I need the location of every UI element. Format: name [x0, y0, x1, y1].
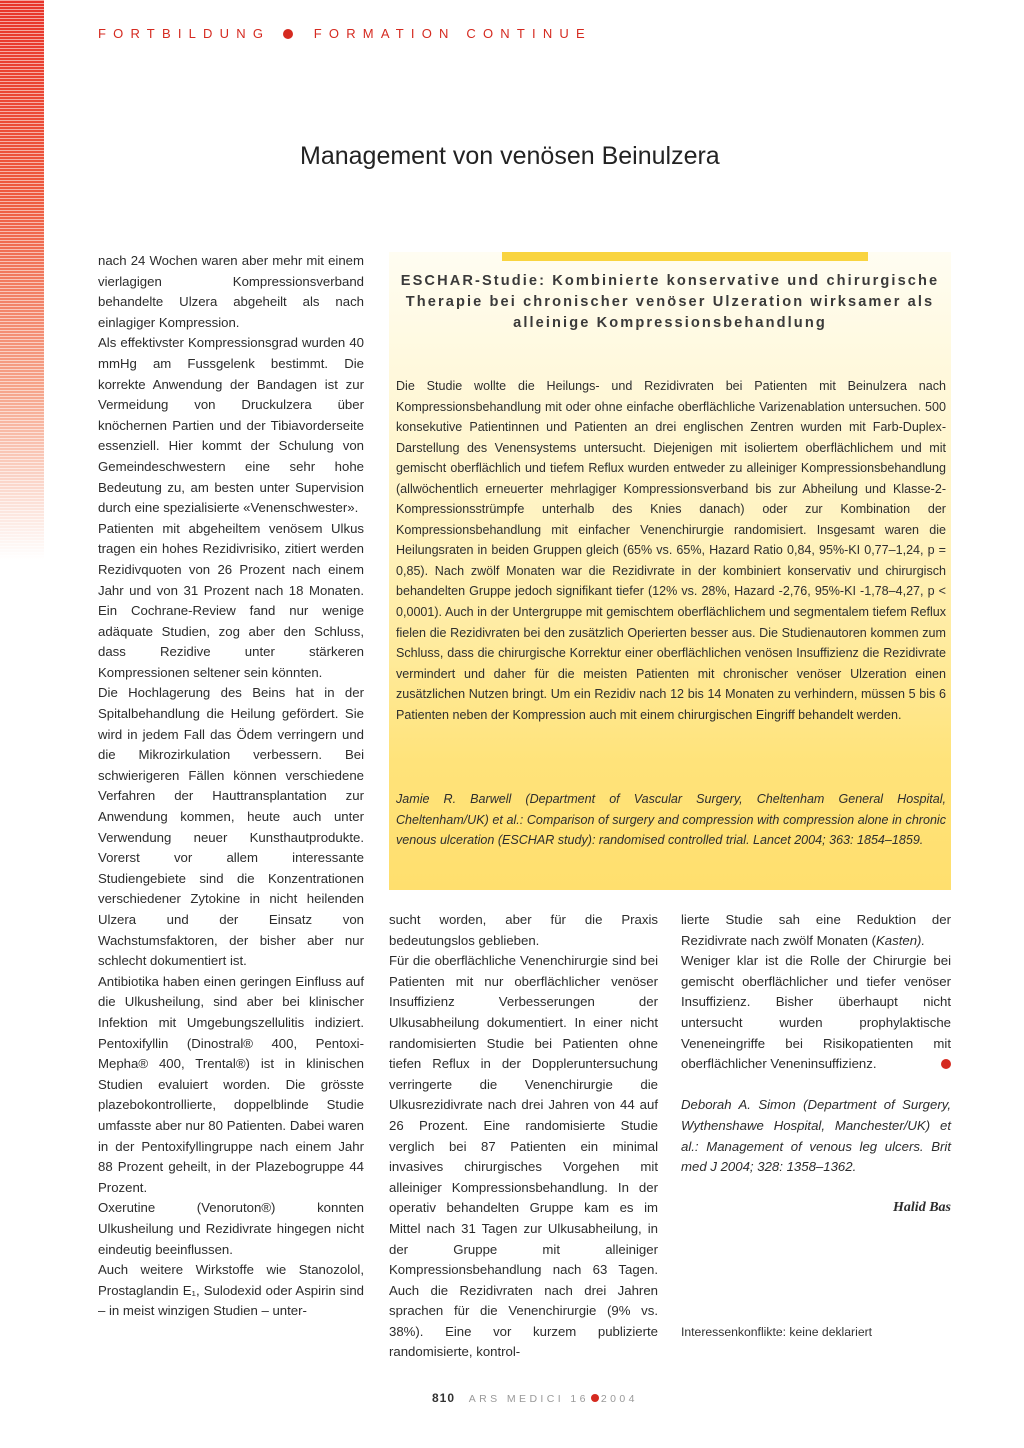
page-number: 810 [432, 1391, 456, 1405]
header-right-label: FORMATION CONTINUE [313, 26, 592, 41]
paragraph: Antibiotika haben einen geringen Einfluss auf die Ulkusheilung, sind aber bei klinischer Infektion mit Umgebungszellulitis indiziert. Pentoxifyllin (Dinostral® 400, Pentoxi-Mepha® 400, Trental®) ist in klinischen Studien evaluiert worden. Die grösste plazebokontrollierte, doppelblinde Studie umfasste aber nur 80 Patienten. Dabei waren in der Pentoxifyllingruppe nach einem Jahr 88 Prozent geheilt, in der Plazebogruppe 44 Prozent. [98, 973, 364, 1195]
header-left-label: FORTBILDUNG [98, 26, 271, 41]
paragraph: Oxerutine (Venoruton®) konnten Ulkusheilung und Rezidivrate hingegen nicht eindeutig beeinflussen. [98, 1200, 364, 1257]
text-column-3 [681, 910, 951, 1219]
box-top-bar [502, 252, 868, 261]
article-reference: Deborah A. Simon (Department of Surgery, Wythenshawe Hospital, Manchester/UK) et al.: Management of venous leg ulcers. Brit med J 2004; 328: 1358–1362. [681, 1097, 951, 1175]
paragraph: Auch weitere Wirkstoffe wie Stanozolol, Prostaglandin E₁, Sulodexid oder Aspirin sind – in meist winzigen Studien – unter- [98, 1262, 364, 1319]
box-reference-link: Kasten). [875, 932, 926, 948]
spacer [681, 1178, 951, 1199]
journal-year: 2004 [600, 1393, 638, 1405]
box-title: ESCHAR-Studie: Kombinierte konservative und chirurgische Therapie bei chronischer venöser Ulzeration wirksamer als alleinige Kompressionsbehandlung [400, 273, 940, 331]
paragraph: Als effektivster Kompressionsgrad wurden 40 mmHg am Fussgelenk bestimmt. Die korrekte Anwendung der Bandagen ist zur Vermeidung von Druckulzera über knöchernen Partien und der Tibiavorderseite essenziell. Hier kommt der Schulung von Gemeindeschwestern eine sehr hohe Bedeutung zu, am besten unter Supervision durch eine spezialisierte «Venenschwester». [98, 335, 364, 516]
journal-name: ARS MEDICI 16 [468, 1393, 589, 1405]
box-body: Die Studie wollte die Heilungs- und Rezidivraten bei Patienten mit Beinulzera nach Kompressionsbehandlung mit oder ohne einfache oberflächliche Varizenablation untersuchen. 500 konsekutive Patientinnen und Patienten an drei englischen Zentren wurden mit Farb-Duplex-Darstellung des Venensystems untersucht. Diejenigen mit isoliertem oberflächlichem und mit gemischt oberflächlich und tiefem Reflux wurden entweder zu alleiniger Kompressionsbehandlung (allwöchentlich erneuerter mehrlagiger Kompressionsverband bis zur Abheilung und Klasse-2-Kompressionsstrümpfe unterhalb des Knies danach) oder zur Kombination der Kompressionsbehandlung mit einfacher Venenchirurgie randomisiert. Insgesamt waren die Heilungsraten in beiden Gruppen gleich (65% vs. 65%, Hazard Ratio 0,84, 95%-KI 0,77–1,24, p = 0,85). Nach zwölf Monaten war die Rezidivrate in der kombiniert konservativ und chirurgisch behandelten Gruppe jedoch signifikant tiefer (12% vs. 28%, Hazard -2,76, 95%-KI -1,78–4,27, p < 0,0001). Auch in der Untergruppe mit gemischtem oberflächlichem und segmentalem tiefem Reflux fielen die Rezidivraten bei den zusätzlich Operierten besser aus. Die Studienautoren kommen zum Schluss, dass die chirurgische Korrektur einer oberflächlichen venösen Insuffizienz die Rezidivrate vermindert und daher für die meisten Patienten mit chronischer venöser Ulzeration einen zusätzlichen Nutzen bringt. Um ein Rezidiv nach 12 bis 14 Monaten zu verhindern, müssen 5 bis 6 Patienten neben der Kompression auch mit einem chirurgischen Eingriff behandelt werden. [396, 379, 946, 722]
paragraph [681, 951, 951, 1075]
text-column-2 [389, 910, 658, 1363]
author-name: Halid Bas [893, 1200, 951, 1216]
paragraph [681, 910, 951, 951]
paragraph: nach 24 Wochen waren aber mehr mit einem vierlagigen Kompressionsverband behandelte Ulzera abgeheilt als nach einlagiger Kompression. [98, 253, 364, 330]
paragraph: sucht worden, aber für die Praxis bedeutungslos geblieben. [389, 912, 658, 948]
section-header [98, 26, 592, 41]
spacer [681, 1075, 951, 1096]
bullet-icon [591, 1394, 599, 1402]
paragraph: Die Hochlagerung des Beins hat in der Spitalbehandlung die Heilung gefördert. Sie wird in jedem Fall das Ödem verringern und die Mikrozirkulation verbessern. Bei schwierigeren Fällen können verschiedene Verfahren der Hauttransplantation zur Anwendung kommen, heute auch unter Verwendung neuer Kunsthautprodukte. Vorerst vor allem interessante Studiengebiete sind die Konzentrationen verschiedener Zytokine in nicht heilenden Ulzera und der Einsatz von Wachstumsfaktoren, der bisher aber nur schlecht dokumentiert ist. [98, 685, 364, 969]
end-of-article-icon [941, 1059, 951, 1069]
decorative-side-stripe [0, 0, 44, 560]
conflict-of-interest-note: Interessenkonflikte: keine deklariert [681, 1325, 873, 1339]
paragraph: Für die oberflächliche Venenchirurgie sind bei Patienten mit nur oberflächlicher venöser Insuffizienz Verbesserungen der Ulkusabheilung dokumentiert. In einer nicht randomisierten Studie bei Patienten ohne tiefen Reflux in der Doppleruntersuchung verringerte die Venenchirurgie die Ulkusrezidivrate nach drei Jahren von 44 auf 26 Prozent. Eine randomisierte Studie verglich bei 87 Patienten ein minimal invasives chirurgisches Vorgehen mit alleiniger Kompressionsbehandlung. In der operativ behandelten Gruppe kam es im Mittel nach 31 Tagen zur Ulkusabheilung, in der Gruppe mit alleiniger Kompressionsbehandlung nach 63 Tagen. Auch die Rezidivraten nach drei Jahren sprachen für die Venenchirurgie (9% vs. 38%). Eine vor kurzem publizierte randomisierte, kontrol- [389, 953, 658, 1360]
paragraph-text: lierte Studie sah eine Reduktion der Rezidivrate nach zwölf Monaten ( [681, 912, 951, 948]
box-reference: Jamie R. Barwell (Department of Vascular Surgery, Cheltenham General Hospital, Cheltenham/UK) et al.: Comparison of surgery and compression with compression alone in chronic venous ulceration (ESCHAR study): randomised controlled trial. Lancet 2004; 363: 1854–1859. [396, 792, 946, 848]
paragraph-text: Weniger klar ist die Rolle der Chirurgie bei gemischt oberflächlicher und tiefer venöser Insuffizienz. Bisher überhaupt nicht untersucht wurden prophylaktische Veneneingriffe bei Risikopatienten mit oberflächlicher Veneninsuffizienz. [681, 953, 951, 1072]
bullet-icon [283, 29, 293, 39]
text-column-1 [98, 251, 364, 1322]
page-footer [432, 1391, 638, 1405]
article-title: Management von venösen Beinulzera [300, 142, 720, 170]
paragraph: Patienten mit abgeheiltem venösem Ulkus tragen ein hohes Rezidivrisiko, zitiert werden Rezidivquoten von 26 Prozent nach einem Jahr und von 31 Prozent nach 18 Monaten. Ein Cochrane-Review fand nur wenige adäquate Studien, zog aber den Schluss, dass Rezidive unter stärkeren Kompressionen seltener sein könnten. [98, 520, 364, 680]
